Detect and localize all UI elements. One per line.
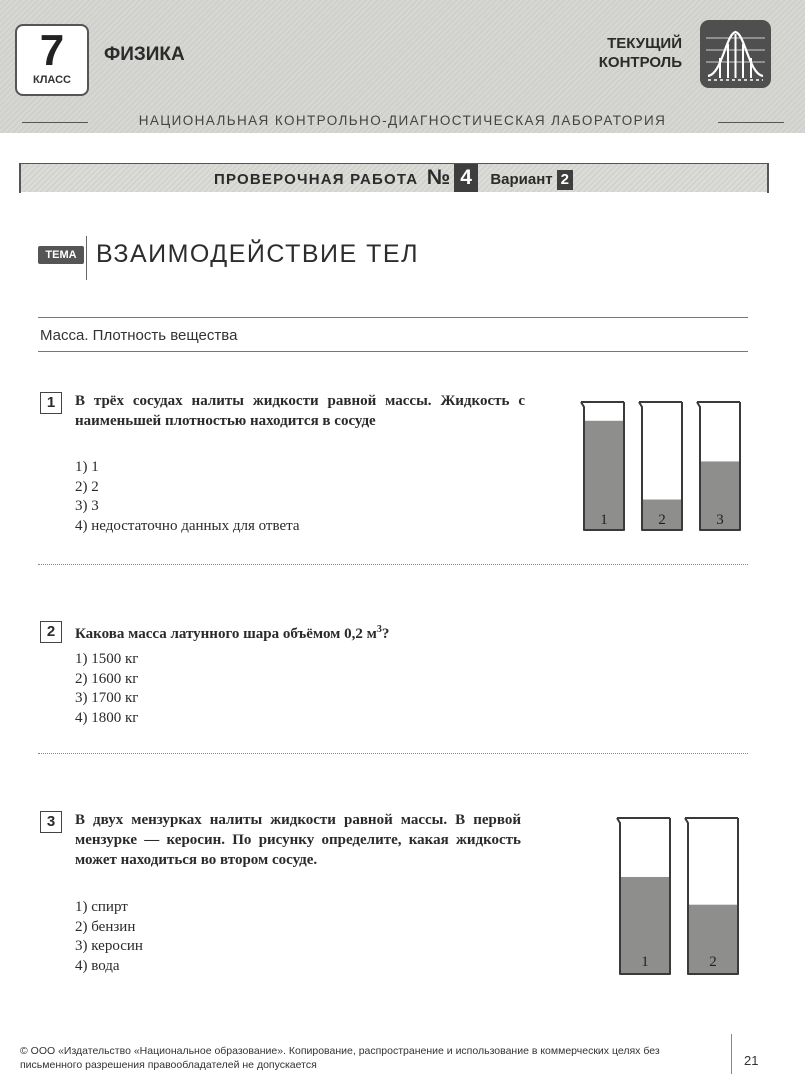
control-line-1: ТЕКУЩИЙ (607, 35, 682, 52)
work-number-group (427, 166, 478, 189)
subtopic-rule-top (38, 317, 748, 318)
vessel-label: 2 (658, 512, 666, 528)
subtopic-rule-bottom (38, 351, 748, 352)
task-question (75, 620, 595, 644)
vessel-label: 1 (600, 512, 608, 528)
question-mark: ? (381, 626, 390, 642)
vessel-label: 1 (641, 954, 649, 970)
task-question: В трёх сосудах налиты жидкости равной массы. Жидкость с наименьшей плотностью находится в сосуде (75, 393, 525, 429)
task-number: 1 (40, 392, 62, 414)
task-divider (38, 564, 748, 565)
answer-option: 4) вода (75, 957, 120, 974)
task-number: 2 (40, 621, 62, 643)
answer-option: 1) 1 (75, 459, 99, 475)
answer-option: 1) 1500 кг (75, 651, 139, 667)
vessel (639, 402, 682, 530)
vessel (697, 402, 740, 530)
answer-option: 4) 1800 кг (75, 709, 139, 726)
answer-option: 2) 1600 кг (75, 670, 139, 687)
answer-option: 2) бензин (75, 918, 136, 935)
topic-title: ВЗАИМОДЕЙСТВИЕ ТЕЛ (96, 240, 419, 268)
bell-curve-logo-icon (700, 20, 771, 88)
answer-option: 1) спирт (75, 899, 128, 915)
variant-group (490, 171, 573, 188)
work-label: ПРОВЕРОЧНАЯ РАБОТА (213, 171, 419, 188)
vessel (581, 402, 624, 530)
frame-left (19, 163, 21, 193)
vessel-label: 2 (709, 954, 717, 970)
subject-title: ФИЗИКА (104, 44, 185, 65)
vessel-label: 3 (716, 512, 724, 528)
answer-option: 3) 3 (75, 498, 99, 514)
subtopic: Масса. Плотность вещества (40, 327, 238, 344)
work-number: 4 (454, 164, 478, 192)
vessels-figure (580, 398, 742, 538)
answer-option: 4) недостаточно данных для ответа (75, 517, 300, 534)
task-number: 3 (40, 811, 62, 833)
vessels-figure (614, 812, 754, 980)
topic-separator (86, 236, 87, 280)
variant-label: Вариант (490, 171, 553, 188)
grade-label: КЛАСС (33, 74, 71, 86)
control-line-2: КОНТРОЛЬ (598, 54, 682, 71)
grade-number: 7 (39, 26, 65, 75)
number-sign: № (426, 166, 451, 189)
superscript: 3 (376, 624, 382, 635)
page-divider (731, 1034, 732, 1074)
variant-number: 2 (557, 170, 573, 190)
vessel (685, 818, 738, 974)
banner-text (19, 164, 768, 194)
question-text: Какова масса латунного шара объёмом 0,2 м (75, 626, 377, 642)
answer-option: 3) керосин (75, 938, 143, 954)
task-divider (38, 753, 748, 754)
page-number: 21 (744, 1053, 759, 1068)
answer-list (75, 458, 300, 536)
lab-line-right (718, 122, 784, 123)
answer-option: 3) 1700 кг (75, 690, 139, 706)
task-question: В двух мензурках налиты жидкости равной массы. В первой мензурке — керосин. По рисунку определите, какая жидкость может находиться во втором сосуде. (75, 812, 521, 868)
copyright-footer: © ООО «Издательство «Национальное образование». Копирование, распространение и использование в коммерческих целях без письменного разрешения правообладателей не допускается (20, 1045, 660, 1071)
current-control-label (599, 34, 682, 72)
grade-box (15, 24, 89, 96)
vessel (617, 818, 670, 974)
lab-name: НАЦИОНАЛЬНАЯ КОНТРОЛЬНО-ДИАГНОСТИЧЕСКАЯ ЛАБОРАТОРИЯ (138, 113, 667, 128)
lab-line-left (22, 122, 88, 123)
answer-list (75, 898, 143, 976)
topic-badge: ТЕМА (38, 246, 84, 264)
frame-right (767, 163, 769, 193)
work-banner (19, 163, 768, 192)
answer-option: 2) 2 (75, 478, 99, 495)
answer-list (75, 650, 138, 728)
